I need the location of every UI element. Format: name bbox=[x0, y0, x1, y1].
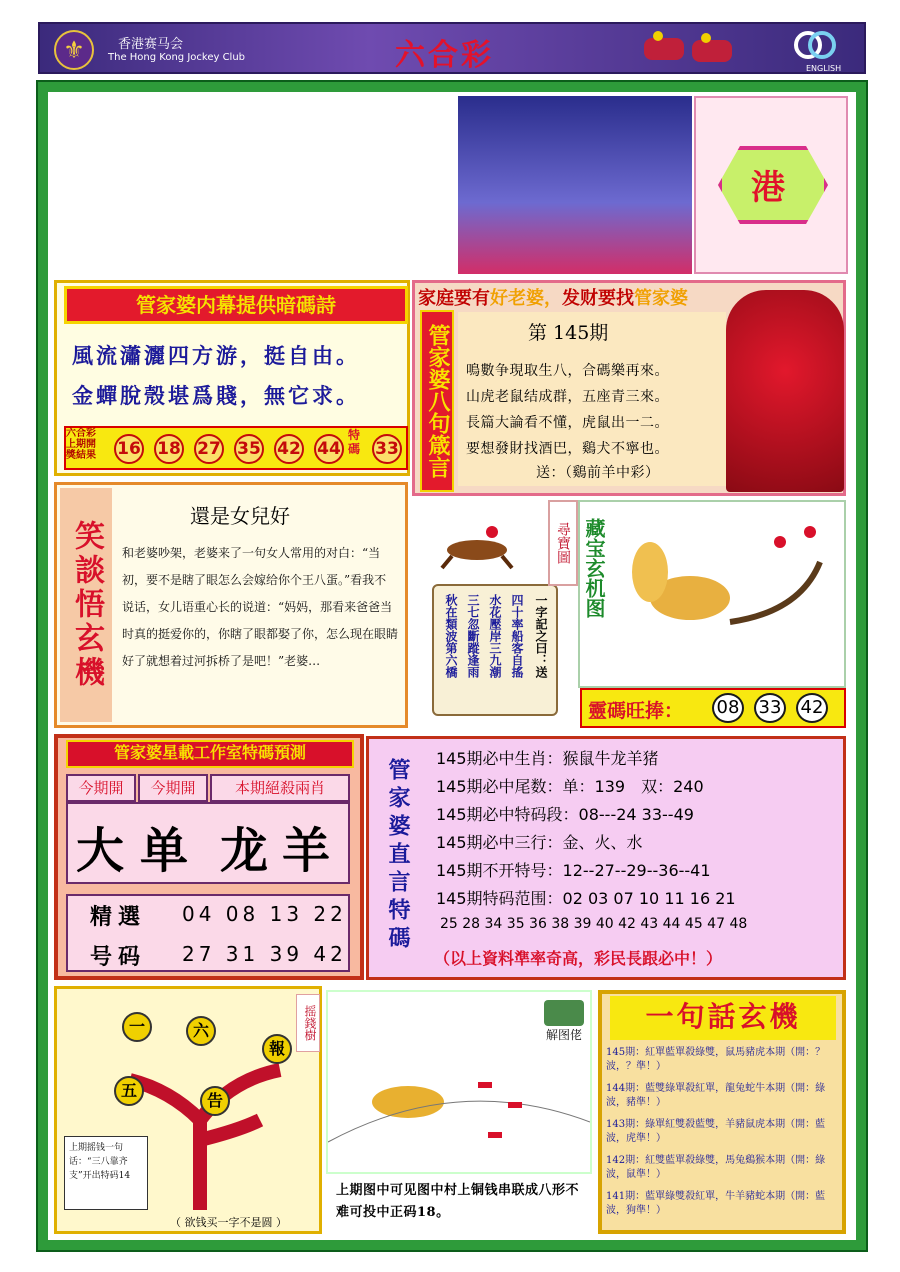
tab-this-period: 今期開 bbox=[66, 774, 136, 802]
lucky-ball: 42 bbox=[796, 693, 828, 723]
scroll-column: 四十率船客自搖 bbox=[510, 594, 524, 678]
poem-title: 管家婆内幕提供暗碼詩 bbox=[64, 286, 408, 324]
picture-caption: 上期图中可见图中村上铜钱串联成八形不难可投中正码18。 bbox=[336, 1183, 580, 1220]
racehorse-icon bbox=[432, 520, 522, 570]
result-ball: 16 bbox=[114, 434, 144, 464]
tip-line: 145期必中三行：金、火、水 bbox=[436, 833, 643, 852]
lucky-label: 靈碼旺捧： bbox=[588, 700, 684, 722]
lucky-ball: 33 bbox=[754, 693, 786, 723]
english-link[interactable]: ENGLISH bbox=[806, 64, 842, 73]
big-char: 羊 bbox=[282, 823, 331, 879]
result-ball: 18 bbox=[154, 434, 184, 464]
verse-line: 長篇大論看不懂，虎鼠出一二。 bbox=[466, 415, 669, 431]
big-char: 龙 bbox=[220, 823, 269, 879]
result-ball: 27 bbox=[194, 434, 224, 464]
big-char: 大 bbox=[76, 823, 125, 879]
bride-image bbox=[726, 290, 844, 492]
one-line-entry: 144期：藍雙綠單殺紅單，龍兔蛇牛本期（開：綠波，豬準！） bbox=[606, 1083, 826, 1108]
fruit-char: 五 bbox=[114, 1076, 144, 1106]
scroll-column: 三七忽斷蹤逢雨 bbox=[466, 594, 480, 678]
one-line-entry: 143期：綠單紅雙殺藍雙，羊豬鼠虎本期（開：藍波，虎準！） bbox=[606, 1119, 826, 1144]
verse-line: 山虎老鼠结成群，五座青三來。 bbox=[466, 389, 669, 405]
numbers-label: 号码 bbox=[90, 944, 147, 970]
verse-heading: 家庭要有好老婆，发财要找管家婆 bbox=[418, 288, 688, 309]
banner-artwork bbox=[440, 96, 692, 274]
one-line-title: 一句話玄機 bbox=[610, 996, 836, 1040]
site-header bbox=[38, 22, 866, 74]
special-ball: 33 bbox=[372, 434, 402, 464]
tip-line: 145期必中特码段：08---24 33--49 bbox=[436, 805, 694, 824]
poem-line-2: 金蟬脫殼堪爲賤，無它求。 bbox=[72, 383, 360, 408]
one-line-entry: 145期：紅單藍單殺綠雙，鼠馬豬虎本期（開：？波，？準！） bbox=[606, 1047, 826, 1072]
fruit-char: 六 bbox=[186, 1016, 216, 1046]
lottery-logo-icon[interactable] bbox=[792, 30, 838, 60]
numbers-row: 04 08 13 22 bbox=[182, 902, 347, 926]
scroll-column: 水花壓岸三九潮 bbox=[488, 594, 502, 678]
tip-line: 25 28 34 35 36 38 39 40 42 43 44 45 47 48 bbox=[440, 916, 748, 932]
issue-number: 第 145期 bbox=[528, 322, 609, 344]
lucky-ball: 08 bbox=[712, 693, 744, 723]
fruit-char: 一 bbox=[122, 1012, 152, 1042]
joke-title: 還是女兒好 bbox=[190, 504, 290, 528]
hkjc-logo-icon[interactable]: ⚜ bbox=[54, 30, 94, 70]
direct-side-title: 管家婆直言特碼 bbox=[385, 758, 411, 954]
tip-line: 145期必中生肖：猴鼠牛龙羊猪 bbox=[436, 749, 659, 768]
horses-icon bbox=[640, 28, 750, 72]
scroll-column: 秋在類波第六橋 bbox=[444, 594, 458, 678]
treasure-caption: 藏宝玄机图 bbox=[582, 518, 606, 618]
verse-line: 鳴數争現取生八，合碼樂再來。 bbox=[466, 363, 669, 379]
result-ball: 42 bbox=[274, 434, 304, 464]
scroll-column: 一字記之曰：送 bbox=[534, 594, 548, 678]
poem-line-1: 風流瀟灑四方游，挺自由。 bbox=[72, 343, 360, 368]
treasure-map-image bbox=[578, 500, 846, 688]
fruit-char: 告 bbox=[200, 1086, 230, 1116]
big-char: 单 bbox=[140, 823, 189, 879]
org-name-en: The Hong Kong Jockey Club bbox=[108, 52, 246, 63]
page-title: 六合彩 bbox=[395, 38, 494, 73]
decode-badge: 解图佬 bbox=[540, 1000, 588, 1046]
verse-line: 要想發財找酒巴，鷄犬不寧也。 bbox=[466, 441, 669, 457]
one-line-entry: 142期：紅雙藍單殺綠雙，馬兔鷄猴本期（開：綠波，鼠準！） bbox=[606, 1155, 826, 1180]
org-name-cn: 香港赛马会 bbox=[118, 37, 184, 52]
gang-emblem bbox=[694, 96, 848, 274]
special-label: 特 碼 bbox=[348, 428, 361, 456]
results-label: 六合彩 上期開 獎結果 bbox=[66, 428, 96, 461]
prediction-title: 管家婆星載工作室特碼預測 bbox=[66, 740, 354, 768]
direct-note: （以上資料準率奇高，彩民長跟必中！） bbox=[434, 949, 723, 968]
result-ball: 44 bbox=[314, 434, 344, 464]
selected-label: 精選 bbox=[90, 904, 147, 930]
result-ball: 35 bbox=[234, 434, 264, 464]
gang-char: 港 bbox=[751, 168, 785, 208]
joke-text: 和老婆吵架，老婆来了一句女人常用的对白：“当初，要不是瞎了眼怎么会嫁给你个王八蛋。”看我不说话，女儿语重心长的说道：“妈妈，那看来爸爸当时真的挺爱你的，你瞎了眼都娶了你，怎么现在眼睛好了就想着过河拆桥了是吧！”老婆… bbox=[122, 546, 399, 668]
verse-line: 送：（鷄前羊中彩） bbox=[536, 465, 660, 481]
tip-line: 145期不开特号：12--27--29--36--41 bbox=[436, 861, 711, 880]
verse-side-title: 管家婆八句箴言 bbox=[420, 310, 454, 492]
tab-kill-two: 本期絕殺兩肖 bbox=[210, 774, 350, 802]
money-tree-label: 摇錢樹 bbox=[296, 994, 320, 1052]
squirrel-icon bbox=[580, 502, 844, 686]
fruit-char: 報 bbox=[262, 1034, 292, 1064]
tip-line: 145期必中尾数：单：139 双：240 bbox=[436, 777, 704, 796]
tip-line: 145期特码范围：02 03 07 10 11 16 21 bbox=[436, 889, 736, 908]
one-line-entry: 141期：藍單綠雙殺紅單，牛羊豬蛇本期（開：藍波，狗準！） bbox=[606, 1191, 826, 1216]
joke-side-title: 笑談悟玄機 bbox=[60, 488, 112, 722]
numbers-row: 27 31 39 42 bbox=[182, 942, 347, 966]
money-caption: （ 欲钱买一字不是圆 ） bbox=[170, 1216, 287, 1229]
tab-this-period: 今期開 bbox=[138, 774, 208, 802]
banner-blank bbox=[54, 96, 458, 278]
treasure-side-label: 尋寶圖 bbox=[548, 500, 578, 586]
money-note: 上期摇钱一句话：“三八靠齐支”开出特码14 bbox=[64, 1136, 148, 1210]
book-icon bbox=[544, 1000, 584, 1026]
